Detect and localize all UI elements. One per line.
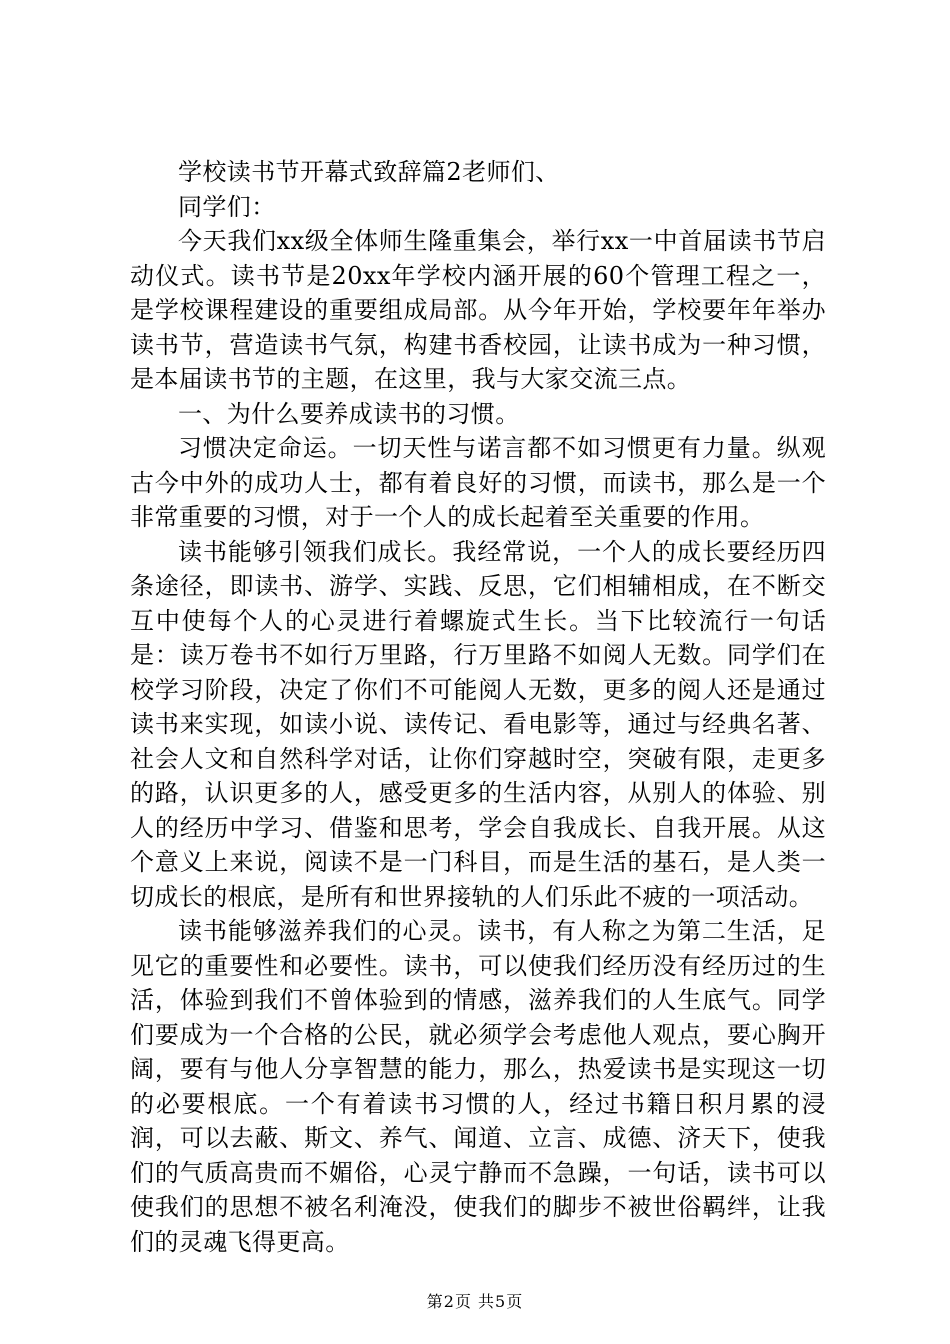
section-heading: 一、为什么要养成读书的习惯。 [178, 399, 520, 428]
intro-paragraph: 今天我们xx级全体师生隆重集会，举行xx一中首届读书节启动仪式。读书节是20xx年学校内涵开展的60个管理工程之一，是学校课程建设的重要组成局部。从今年开始，学校要年年举办读书节，营造读书气氛，构建书香校园，让读书成为一种习惯，是本届读书节的主题，在这里，我与大家交流三点。 [130, 227, 826, 393]
body-paragraph: 读书能够滋养我们的心灵。读书，有人称之为第二生活，足见它的重要性和必要性。读书，可以使我们经历没有经历过的生活，体验到我们不曾体验到的情感，滋养我们的人生底气。同学们要成为一个合格的公民，就必须学会考虑他人观点，要心胸开阔，要有与他人分享智慧的能力，那么，热爱读书是实现这一切的必要根底。一个有着读书习惯的人，经过书籍日积月累的浸润，可以去蔽、斯文、养气、闻道、立言、成德、济天下，使我们的气质高贵而不媚俗，心灵宁静而不急躁，一句话，读书可以使我们的思想不被名利淹没，使我们的脚步不被世俗羁绊，让我们的灵魂飞得更高。 [130, 917, 826, 1256]
page-number-footer: 第2页 共5页 [426, 1292, 524, 1311]
salutation-paragraph: 同学们： [178, 192, 276, 221]
body-paragraph: 读书能够引领我们成长。我经常说，一个人的成长要经历四条途径，即读书、游学、实践、反思，它们相辅相成，在不断交互中使每个人的心灵进行着螺旋式生长。当下比较流行一句话是：读万卷书不如行万里路，行万里路不如阅人无数。同学们在校学习阶段，决定了你们不可能阅人无数，更多的阅人还是通过读书来实现，如读小说、读传记、看电影等，通过与经典名著、社会人文和自然科学对话，让你们穿越时空，突破有限，走更多的路，认识更多的人，感受更多的生活内容，从别人的体验、别人的经历中学习、借鉴和思考，学会自我成长、自我开展。从这个意义上来说，阅读不是一门科目，而是生活的基石，是人类一切成长的根底，是所有和世界接轨的人们乐此不疲的一项活动。 [130, 537, 826, 911]
document-body [130, 155, 826, 1259]
title-paragraph: 学校读书节开幕式致辞篇2老师们、 [178, 158, 560, 186]
body-paragraph: 习惯决定命运。一切天性与诺言都不如习惯更有力量。纵观古今中外的成功人士，都有着良好的习惯，而读书，那么是一个非常重要的习惯，对于一个人的成长起着至关重要的作用。 [130, 434, 826, 531]
